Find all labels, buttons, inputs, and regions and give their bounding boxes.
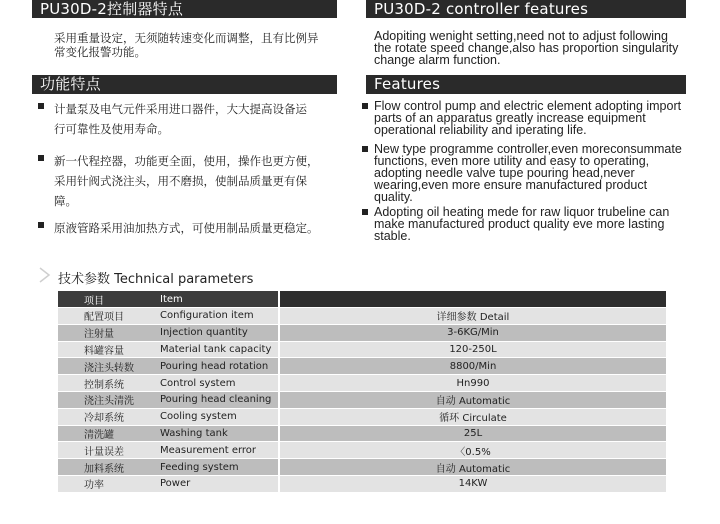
table-cell: Injection quantity xyxy=(154,324,279,341)
table-row xyxy=(58,391,666,408)
en-intro-line: the rotate speed change,also has proportion singularity xyxy=(374,41,679,55)
en-feature-line: Flow control pump and electric element adopting import xyxy=(374,99,682,113)
table-cell: 自动 Automatic xyxy=(279,391,666,408)
table-cell: 3-6KG/Min xyxy=(279,324,666,341)
table-cell: 清洗罐 xyxy=(58,425,154,442)
table-cell: Hn990 xyxy=(279,375,666,392)
table-header-cell: Item xyxy=(154,291,279,308)
cn-features-header-bar xyxy=(32,75,337,94)
en-feature-line: wearing,even more ensure manufactured product xyxy=(374,178,648,192)
table-cell: 浇注头转数 xyxy=(58,358,154,375)
cn-intro xyxy=(54,31,344,59)
en-feature-line: make manufactured product quality eve more lasting xyxy=(374,217,665,231)
table-cell: 循环 Circulate xyxy=(279,408,666,425)
table-row xyxy=(58,341,666,358)
table-cell: 自动 Automatic xyxy=(279,459,666,476)
cn-intro-line: 常变化报警功能。 xyxy=(54,45,146,59)
en-feature-line: stable. xyxy=(374,229,411,243)
table-cell: 14KW xyxy=(279,475,666,492)
table-row xyxy=(58,324,666,341)
table-row xyxy=(58,442,666,459)
table-row xyxy=(58,308,666,325)
cn-feature-line: 原液管路采用油加热方式，可使用制品质量更稳定。 xyxy=(54,221,319,235)
table-row xyxy=(58,408,666,425)
table-cell: Control system xyxy=(154,375,279,392)
cn-header-title: PU30D-2控制器特点 xyxy=(40,0,184,18)
table-row xyxy=(58,475,666,492)
cn-intro-line: 采用重量设定，无须随转速变化而调整，且有比例异 xyxy=(54,31,319,45)
en-intro-line: Adopiting wenight setting,need not to adjust following xyxy=(374,29,668,43)
en-features-header-bar xyxy=(366,75,686,94)
table-cell: 功率 xyxy=(58,475,154,492)
cn-feature-line: 采用针阀式浇注头，用不磨损，使制品质量更有保 xyxy=(54,174,307,188)
table-cell: 控制系统 xyxy=(58,375,154,392)
en-feature-line: functions, even more utility and easy to operating, xyxy=(374,154,650,168)
en-feature-line: quality. xyxy=(374,190,413,204)
table-cell: 料罐容量 xyxy=(58,341,154,358)
table-cell: 计量误差 xyxy=(58,442,154,459)
table-cell: Power xyxy=(154,475,279,492)
table-row xyxy=(58,358,666,375)
bullet-square-icon xyxy=(362,209,368,215)
en-header-title: PU30D-2 controller features xyxy=(374,0,589,18)
table-row xyxy=(58,425,666,442)
en-feature-line: New type programme controller,even moreconsummate xyxy=(374,142,682,156)
table-row xyxy=(58,459,666,476)
bullet-square-icon xyxy=(38,222,44,228)
table-cell: 〈0.5% xyxy=(279,442,666,459)
table-cell: 配置项目 xyxy=(58,308,154,325)
bullet-square-icon xyxy=(38,155,44,161)
en-header-bar xyxy=(366,0,686,18)
en-intro xyxy=(374,30,694,66)
table-cell: Configuration item xyxy=(154,308,279,325)
en-feature-line: Adopting oil heating mede for raw liquor trubeline can xyxy=(374,205,670,219)
table-row xyxy=(58,375,666,392)
tech-params-title: 技术参数 Technical parameters xyxy=(58,272,254,287)
cn-feature-line: 计量泵及电气元件采用进口器件，大大提高设备运 xyxy=(54,102,307,116)
table-cell: 详细参数 Detail xyxy=(279,308,666,325)
table-cell: Pouring head cleaning xyxy=(154,391,279,408)
en-feature-line: parts of an apparatus greatly increase equipment xyxy=(374,111,646,125)
table-cell: 注射量 xyxy=(58,324,154,341)
cn-feature-line: 行可靠性及使用寿命。 xyxy=(54,122,169,136)
table-cell: 加料系统 xyxy=(58,459,154,476)
en-feature-line: operational reliability and iperating life. xyxy=(374,123,587,137)
table-header-cell xyxy=(279,291,666,308)
chevron-right-icon xyxy=(38,266,52,284)
cn-feature-line: 新一代程控器，功能更全面，使用，操作也更方便， xyxy=(54,154,319,168)
table-cell: 120-250L xyxy=(279,341,666,358)
table-cell: Material tank capacity xyxy=(154,341,279,358)
table-cell: 8800/Min xyxy=(279,358,666,375)
table-cell: Feeding system xyxy=(154,459,279,476)
table-cell: Pouring head rotation xyxy=(154,358,279,375)
bullet-square-icon xyxy=(38,103,44,109)
table-cell: 25L xyxy=(279,425,666,442)
bullet-square-icon xyxy=(362,146,368,152)
cn-feature-line: 障。 xyxy=(54,194,77,208)
cn-features-header-title: 功能特点 xyxy=(40,75,101,93)
cn-header-bar xyxy=(32,0,337,18)
spec-table xyxy=(58,291,666,493)
bullet-square-icon xyxy=(362,103,368,109)
table-header-row xyxy=(58,291,666,308)
table-cell: Washing tank xyxy=(154,425,279,442)
en-feature-line: adopting needle valve tupe pouring head,never xyxy=(374,166,635,180)
table-cell: Cooling system xyxy=(154,408,279,425)
table-cell: 浇注头清洗 xyxy=(58,391,154,408)
table-header-cell: 项目 xyxy=(58,291,154,308)
en-intro-line: change alarm function. xyxy=(374,53,501,67)
table-cell: Measurement error xyxy=(154,442,279,459)
en-features-header-title: Features xyxy=(374,75,441,93)
table-cell: 冷却系统 xyxy=(58,408,154,425)
